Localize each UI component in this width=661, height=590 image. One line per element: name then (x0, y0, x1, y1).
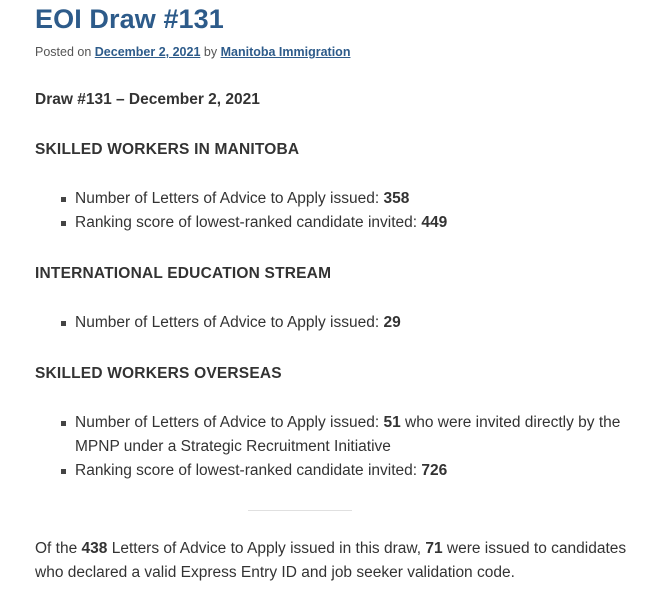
draw-heading: Draw #131 – December 2, 2021 (35, 91, 260, 108)
section-heading-skilled-workers-manitoba: SKILLED WORKERS IN MANITOBA (35, 141, 300, 158)
by-label: by (203, 45, 218, 59)
item-label: Number of Letters of Advice to Apply issued: (75, 190, 384, 207)
item-suffix: who were invited directly by the MPNP under a Strategic Recruitment Initiative (75, 414, 621, 455)
summary-middle: Letters of Advice to Apply issued in this draw, (107, 540, 426, 557)
summary-express-entry-count: 71 (425, 540, 443, 557)
author-link[interactable]: Manitoba Immigration (220, 45, 351, 59)
item-value: 358 (383, 190, 410, 207)
summary-paragraph (35, 537, 635, 585)
item-label: Ranking score of lowest-ranked candidate invited: (75, 214, 422, 231)
section-list-international-education (35, 311, 635, 335)
list-item (75, 211, 635, 235)
section-list-skilled-workers-manitoba (35, 187, 635, 235)
list-item (75, 459, 635, 483)
section-heading-international-education: INTERNATIONAL EDUCATION STREAM (35, 265, 332, 282)
summary-prefix: Of the (35, 540, 82, 557)
item-label: Ranking score of lowest-ranked candidate invited: (75, 462, 422, 479)
post-date-link[interactable]: December 2, 2021 (94, 45, 201, 59)
section-heading-skilled-workers-overseas: SKILLED WORKERS OVERSEAS (35, 365, 282, 382)
item-value: 51 (383, 414, 401, 431)
summary-suffix: were issued to candidates who declared a valid Express Entry ID and job seeker validation code. (35, 540, 627, 581)
section-list-skilled-workers-overseas (35, 411, 635, 483)
item-value: 726 (421, 462, 448, 479)
posted-on-label: Posted on (35, 45, 92, 59)
item-label: Number of Letters of Advice to Apply issued: (75, 314, 384, 331)
item-label: Number of Letters of Advice to Apply issued: (75, 414, 384, 431)
list-item (75, 411, 635, 459)
list-item (75, 311, 635, 335)
item-value: 449 (421, 214, 448, 231)
post-meta (35, 45, 350, 59)
summary-total: 438 (81, 540, 108, 557)
post-title[interactable]: EOI Draw #131 (35, 4, 224, 34)
list-item (75, 187, 635, 211)
item-value: 29 (383, 314, 401, 331)
content-divider (248, 510, 352, 511)
